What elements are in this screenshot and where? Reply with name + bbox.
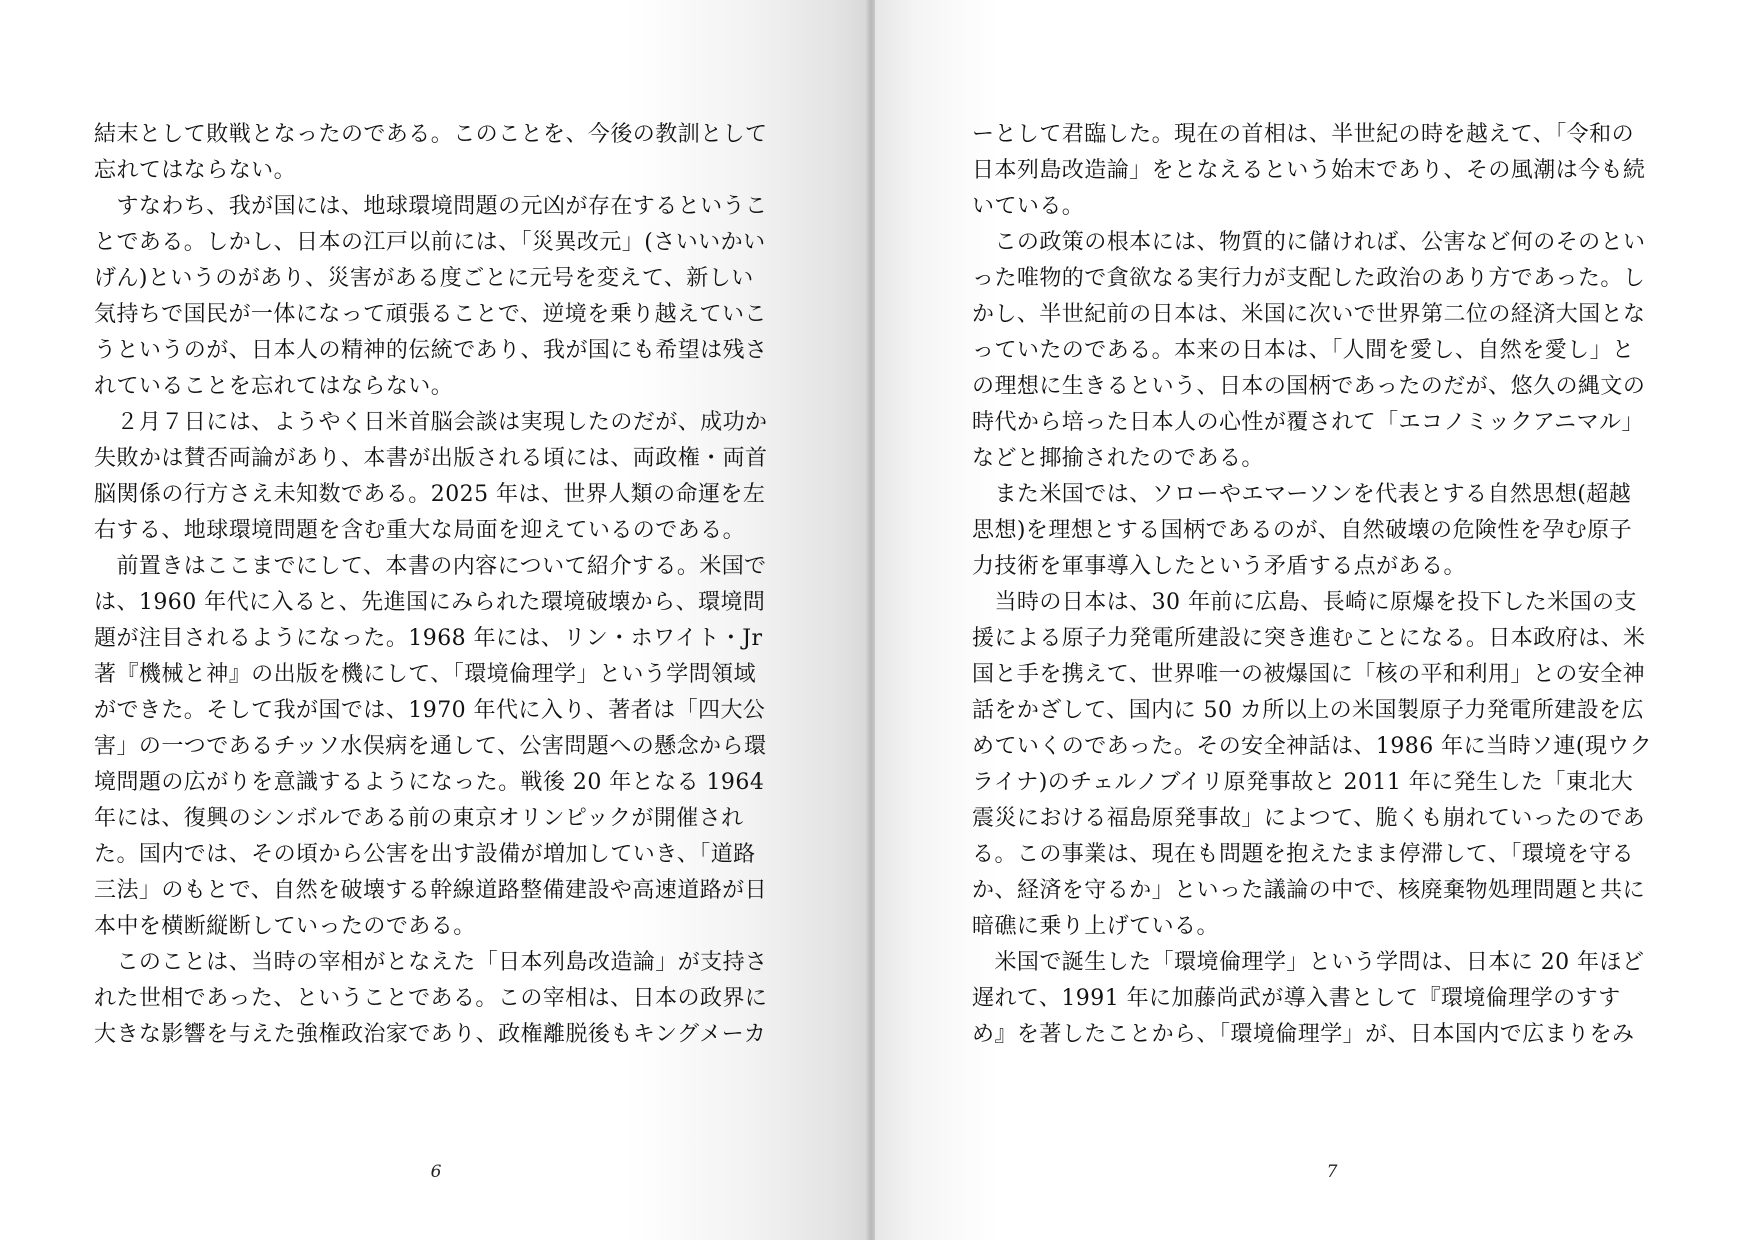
text-line: 著『機械と神』の出版を機にして、「環境倫理学」という学問領域 (94, 662, 757, 687)
text-line: 援による原子力発電所建設に突き進むことになる。日本政府は、米 (972, 626, 1646, 651)
right-page-body-text (972, 117, 1662, 1053)
text-line: 思想)を理想とする国柄であるのが、自然破壊の危険性を孕む原子 (972, 518, 1633, 543)
text-line: か、経済を守るか」といった議論の中で、核廃棄物処理問題と共に (972, 878, 1646, 903)
text-line: 失敗かは賛否両論があり、本書が出版される頃には、両政権・両首 (94, 446, 768, 471)
text-line: かし、半世紀前の日本は、米国に次いで世界第二位の経済大国とな (972, 302, 1646, 327)
text-line: うというのが、日本人の精神的伝統であり、我が国にも希望は残さ (94, 338, 768, 363)
text-line: た。国内では、その頃から公害を出す設備が増加していき、「道路 (94, 842, 756, 867)
text-line: の理想に生きるという、日本の国柄であったのだが、悠久の縄文の (972, 374, 1646, 399)
text-line: 三法」のもとで、自然を破壊する幹線道路整備建設や高速道路が日 (94, 878, 768, 903)
text-line: れていることを忘れてはならない。 (94, 374, 454, 399)
text-line: 力技術を軍事導入したという矛盾する点がある。 (972, 554, 1466, 579)
right-page (875, 0, 1748, 1240)
text-line: ができた。そして我が国では、1970 年代に入り、著者は「四大公 (94, 698, 766, 723)
text-line: ライナ)のチェルノブイリ原発事故と 2011 年に発生した「東北大 (972, 770, 1634, 795)
text-line: 結末として敗戦となったのである。このことを、今後の教訓として (94, 122, 768, 147)
left-page-body-text (94, 117, 784, 1053)
text-line: 気持ちで国民が一体になって頑張ることで、逆境を乗り越えていこ (94, 302, 767, 327)
text-line: る。この事業は、現在も問題を抱えたまま停滞して、「環境を守る (972, 842, 1635, 867)
text-line: 右する、地球環境問題を含む重大な局面を迎えているのである。 (94, 518, 746, 543)
text-line: ーとして君臨した。現在の首相は、半世紀の時を越えて、「令和の (972, 122, 1635, 147)
text-line: このことは、当時の宰相がとなえた「日本列島改造論」が支持さ (94, 950, 768, 975)
text-line: 年には、復興のシンボルである前の東京オリンピックが開催され (94, 806, 744, 831)
text-line: などと揶揄されたのである。 (972, 446, 1264, 471)
text-line: 時代から培った日本人の心性が覆されて「エコノミックアニマル」 (972, 410, 1644, 435)
text-line: は、1960 年代に入ると、先進国にみられた環境破壊から、環境問 (94, 590, 766, 615)
text-line: いている。 (972, 194, 1085, 219)
text-line: この政策の根本には、物質的に儲ければ、公害など何のそのとい (972, 230, 1646, 255)
text-line: 話をかざして、国内に 50 カ所以上の米国製原子力発電所建設を広 (972, 698, 1644, 723)
text-line: 震災における福島原発事故」によつて、脆くも崩れていったのであ (972, 806, 1646, 831)
text-line: 米国で誕生した「環境倫理学」という学問は、日本に 20 年ほど (972, 950, 1645, 975)
text-line: 遅れて、1991 年に加藤尚武が導入書として『環境倫理学のすす (972, 986, 1621, 1011)
text-line: め』を著したことから、「環境倫理学」が、日本国内で広まりをみ (972, 1022, 1635, 1047)
text-line: 本中を横断縦断していったのである。 (94, 914, 476, 939)
text-line: 題が注目されるようになった。1968 年には、リン・ホワイト・Jr (94, 626, 763, 651)
text-line: れた世相であった、ということである。この宰相は、日本の政界に (94, 986, 768, 1011)
text-line: すなわち、我が国には、地球環境問題の元凶が存在するというこ (94, 194, 768, 219)
text-line: また米国では、ソローやエマーソンを代表とする自然思想(超越 (972, 482, 1632, 507)
text-line: 当時の日本は、30 年前に広島、長崎に原爆を投下した米国の支 (972, 590, 1637, 615)
text-line: とである。しかし、日本の江戸以前には、「災異改元」(さいいかい (94, 230, 766, 255)
text-line: めていくのであった。その安全神話は、1986 年に当時ソ連(現ウク (972, 734, 1653, 759)
text-line: 害」の一つであるチッソ水俣病を通して、公害問題への懸念から環 (94, 734, 767, 759)
text-line: げん)というのがあり、災害がある度ごとに元号を変えて、新しい (94, 266, 754, 291)
text-line: 日本列島改造論」をとなえるという始末であり、その風潮は今も続 (972, 158, 1646, 183)
text-line: っていたのである。本来の日本は、「人間を愛し、自然を愛し」と (972, 338, 1635, 363)
text-line: 暗礁に乗り上げている。 (972, 914, 1219, 939)
text-line: 大きな影響を与えた強権政治家であり、政権離脱後もキングメーカ (94, 1022, 767, 1047)
text-line: 前置きはここまでにして、本書の内容について紹介する。米国で (94, 554, 767, 579)
left-page (0, 0, 868, 1240)
text-line: った唯物的で貪欲なる実行力が支配した政治のあり方であった。し (972, 266, 1646, 291)
text-line: 国と手を携えて、世界唯一の被爆国に「核の平和利用」との安全神 (972, 662, 1646, 687)
text-line: ２月７日には、ようやく日米首脳会談は実現したのだが、成功か (94, 410, 768, 435)
text-line: 脳関係の行方さえ未知数である。2025 年は、世界人類の命運を左 (94, 482, 766, 507)
page-number: 6 (430, 1162, 442, 1182)
text-line: 境問題の広がりを意識するようになった。戦後 20 年となる 1964 (94, 770, 765, 795)
text-line: 忘れてはならない。 (94, 158, 297, 183)
page-number: 7 (1326, 1162, 1338, 1182)
